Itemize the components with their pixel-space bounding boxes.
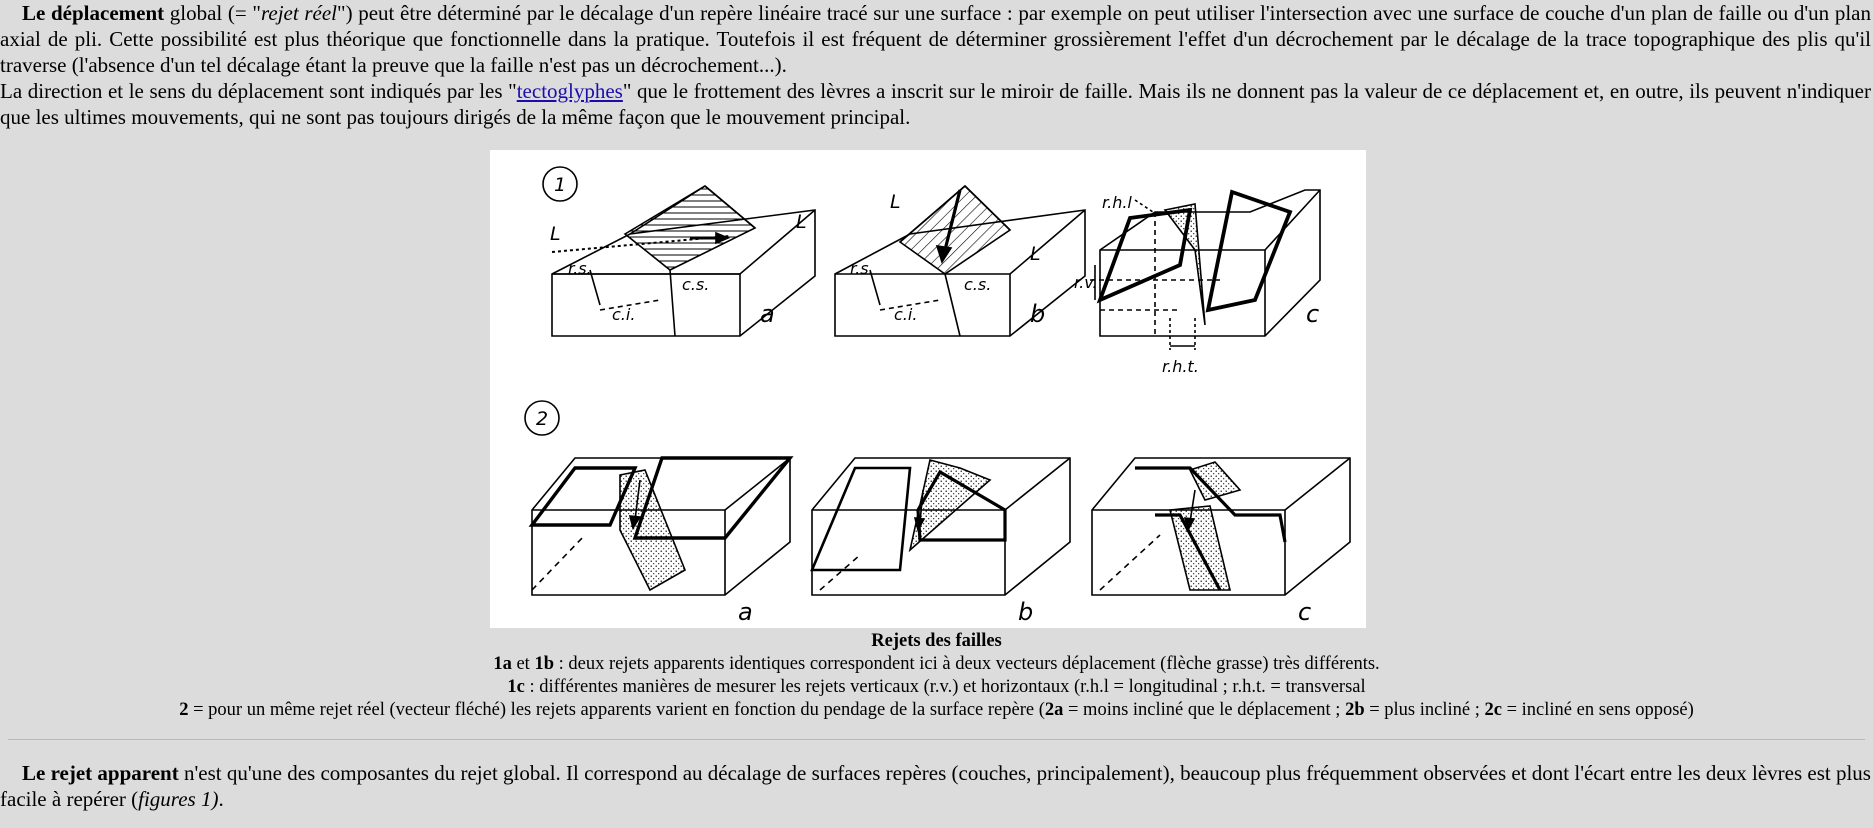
text: . xyxy=(218,787,224,811)
panel-letter-2b: b xyxy=(1018,598,1034,626)
label-rv: r.v. xyxy=(1074,273,1098,292)
bold: 1b xyxy=(534,654,554,674)
label-L-1a-right: L xyxy=(796,211,807,233)
italic-ref: figures 1) xyxy=(138,787,219,811)
bold: 1c xyxy=(507,677,525,697)
text: La direction et le sens du déplacement sont indiqués par les " xyxy=(0,79,517,103)
paragraph-deplacement xyxy=(0,0,1873,78)
panel-letter-1a: a xyxy=(760,300,775,328)
fault-diagram xyxy=(490,150,1366,628)
bold: 2 xyxy=(179,700,189,720)
panel-letter-1c: c xyxy=(1306,300,1320,328)
divider xyxy=(8,739,1865,740)
text: = incliné en sens opposé) xyxy=(1501,700,1694,720)
text: global (= " xyxy=(164,1,261,25)
text: = pour un même rejet réel (vecteur fléché) les rejets apparents varient en fonction du pendage de la surface repère ( xyxy=(188,700,1045,720)
label-rht: r.h.t. xyxy=(1162,357,1199,376)
label-cs-1b: c.s. xyxy=(964,275,992,294)
label-rhl: r.h.l xyxy=(1102,193,1132,212)
paragraph-direction xyxy=(0,78,1873,130)
panel-letter-1b: b xyxy=(1030,300,1046,328)
panel-letter-2c: c xyxy=(1298,598,1312,626)
text: = moins incliné que le déplacement ; xyxy=(1063,700,1346,720)
row1-number: 1 xyxy=(554,174,567,196)
label-ci-1a: c.i. xyxy=(612,305,636,324)
text: : deux rejets apparents identiques correspondent ici à deux vecteurs déplacement (flèche grasse) très différents. xyxy=(554,654,1380,674)
label-rs-1a: r.s. xyxy=(568,259,592,278)
bold: 1a xyxy=(493,654,512,674)
label-L-1a-left: L xyxy=(550,223,561,245)
italic-term: rejet réel xyxy=(261,1,338,25)
text: ") peut être déterminé par le décalage d'un repère linéaire tracé sur une surface : par exemple on peut utiliser l'intersection avec une surface de couche d'un plan de faille ou d'un plan axial de pli. Cette possibilité est plus théorique que fonctionnelle dans la pratique. Toutefois il est fréquent de déterminer grossièrement l'effet d'un décrochement par le décalage de la trace topographique des plis qu'il traverse (l'absence d'un tel décalage étant la preuve que la faille n'est pas un décrochement...). xyxy=(0,1,1871,77)
panel-2a xyxy=(532,458,790,595)
label-rs-1b: r.s. xyxy=(850,259,874,278)
label-ci-1b: c.i. xyxy=(894,305,918,324)
panel-1c xyxy=(1090,190,1320,350)
bold: 2a xyxy=(1044,700,1064,720)
panel-letter-2a: a xyxy=(738,598,753,626)
panel-2b xyxy=(812,458,1070,595)
label-L-1b-left: L xyxy=(890,191,901,213)
caption-title-text: Rejets des failles xyxy=(871,631,1002,651)
text: " que le frottement des lèvres a inscrit sur le miroir de faille. Mais ils ne donnent pas la valeur de ce déplacement et, en outre, ils peuvent n'indiquer que les ultimes mouvements, qui ne sont pas toujours dirigés de la même façon que le mouvement principal. xyxy=(0,79,1871,129)
row2-number: 2 xyxy=(536,408,549,430)
bold-term: Le rejet apparent xyxy=(22,761,179,785)
bold-term: Le déplacement xyxy=(22,1,165,25)
figure-caption xyxy=(0,630,1873,722)
bold: 2c xyxy=(1484,700,1502,720)
text: = plus incliné ; xyxy=(1364,700,1485,720)
label-L-1b-right: L xyxy=(1030,243,1041,265)
label-cs-1a: c.s. xyxy=(682,275,710,294)
fault-figure xyxy=(490,150,1366,628)
caption-title xyxy=(0,630,1873,653)
text: : différentes manières de mesurer les rejets verticaux (r.v.) et horizontaux (r.h.l = longitudinal ; r.h.t. = transversal xyxy=(524,677,1366,697)
paragraph-rejet-apparent xyxy=(0,760,1873,812)
caption-line-2 xyxy=(0,676,1873,699)
tectoglyphes-link[interactable]: tectoglyphes xyxy=(516,79,623,103)
panel-2c xyxy=(1092,458,1350,595)
text: n'est qu'une des composantes du rejet global. Il correspond au décalage de surfaces repères (couches, principalement), beaucoup plus fréquemment observées et dont l'écart entre les deux lèvres est plus facile à repérer ( xyxy=(0,761,1871,811)
caption-line-3 xyxy=(0,699,1873,722)
text: et xyxy=(511,654,535,674)
caption-line-1 xyxy=(0,653,1873,676)
bold: 2b xyxy=(1345,700,1365,720)
